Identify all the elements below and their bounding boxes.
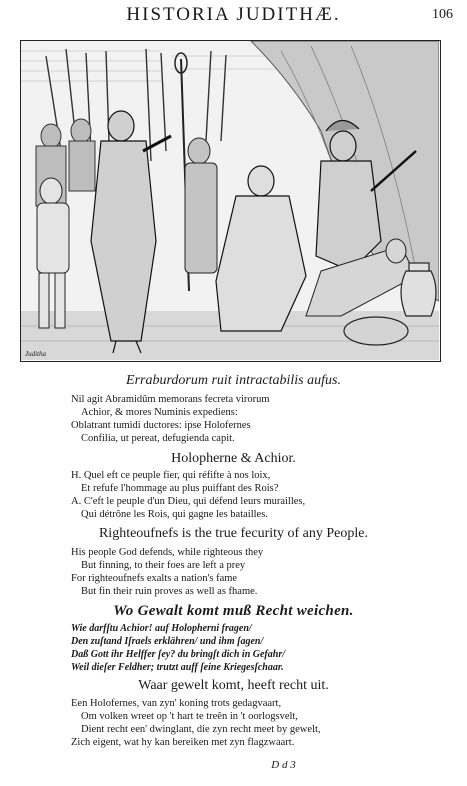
english-title: Righteoufnefs is the true fecurity of any People. <box>98 526 369 541</box>
verse-line: His people God defends, while righteous they <box>71 547 264 558</box>
engraving-illustration <box>21 41 439 360</box>
verse-line: But finning, to their foes are left a prey <box>81 560 246 571</box>
verse-line: A. C'eft le peuple d'un Dieu, qui défend leurs murailles, <box>71 496 306 507</box>
basin <box>344 317 408 345</box>
verse-line: Confilia, ut pereat, defugienda capit. <box>81 433 235 444</box>
german-title: Wo Gewalt komt muß Recht weichen. <box>113 603 354 619</box>
page-number: 106 <box>432 7 453 22</box>
verse-line: Den zuſtand Iſraels erklähren/ und ihm ſagen/ <box>71 636 264 647</box>
verse-line: Weil dieſer Feldher; trutzt auff ſeine Kriegesſchaar. <box>71 662 284 673</box>
verse-line: Nil agit Abramidûm memorans fecreta virorum <box>71 394 270 405</box>
verse-line: Een Holofernes, van zyn' koning trots gedagvaart, <box>71 698 282 709</box>
french-title: Holopherne & Achior. <box>171 451 296 466</box>
verse-line: For righteoufnefs exalts a nation's fame <box>71 573 238 584</box>
verse-line: Wie darfſtu Achior! auf Holopherni fragen/ <box>71 623 252 634</box>
verse-line: Zich eigent, wat hy kan bereiken met zyn flagzwaart. <box>71 737 295 748</box>
plate-caption: Juditha <box>25 350 46 358</box>
engraving-plate <box>20 40 441 362</box>
verse-line: But fin their ruin proves as well as fhame. <box>81 586 258 597</box>
verse-line: Dient recht een' dwinglant, die zyn recht meet by gewelt, <box>81 724 321 735</box>
verse-line: Om volken wreet op 't hart te treên in 't oorlogsvelt, <box>81 711 298 722</box>
running-title: HISTORIA JUDITHÆ. <box>126 4 341 25</box>
signature-mark: D d 3 <box>271 759 296 771</box>
verse-line: Achior, & mores Numinis expediens: <box>81 407 238 418</box>
verse-line: Daß Gott ihr Helffer ſey? du bringſt dich in Gefahr/ <box>71 649 285 660</box>
verse-line: H. Quel eft ce peuple fier, qui réfifte à nos loix, <box>71 470 271 481</box>
motto: Erraburdorum ruit intractabilis aufus. <box>126 373 341 388</box>
dutch-title: Waar gewelt komt, heeft recht uit. <box>138 678 329 693</box>
verse-line: Qui détrône les Rois, qui gagne les batailles. <box>81 509 268 520</box>
verse-line: Oblatrant tumidi ductores: ipse Holofernes <box>71 420 251 431</box>
verse-line: Et refufe l'hommage au plus puiffant des Rois? <box>81 483 279 494</box>
vase <box>401 263 436 316</box>
